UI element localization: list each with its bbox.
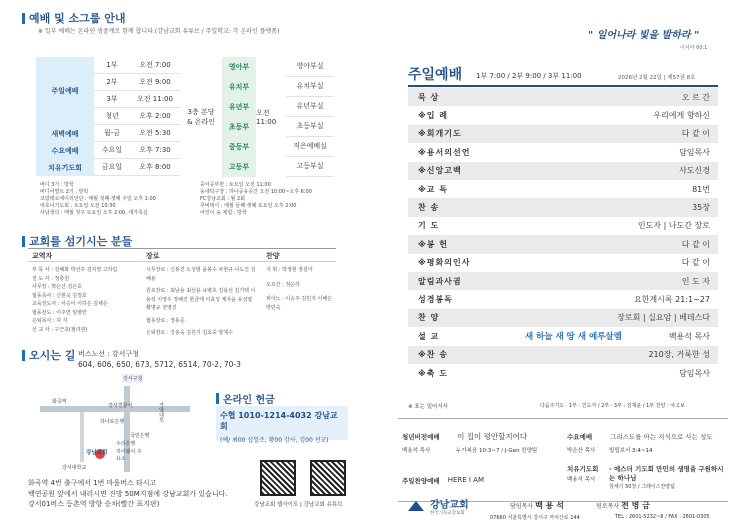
map-label-6: 가양대로 [158, 402, 164, 422]
wed-day: 수요일 [94, 142, 130, 159]
order-item-label: 기 도 [418, 221, 440, 231]
order-item-leader: 210장, 거룩한 성 [648, 350, 710, 360]
sunday-3-time: 오전 11:00 [130, 91, 180, 108]
heal-label: 치유기도회 [36, 159, 94, 176]
order-row [408, 235, 718, 253]
order-row [408, 198, 718, 216]
groups-left: 버디 3기 : 방학 버디어벌트 2기 : 방학 코람데오에이리언단 : 매월 첫째·셋째 주일 오후 1:00 여호나기도회 : 토요일 오전 10:30 사남생의 : 매월 첫주 토요일 오후 2:00, 새가족실 [40, 182, 156, 216]
church-logo-icon [406, 498, 426, 512]
worship-note: ※ 일부 예배는 온라인 생중계로 함께 합니다.(강남교회 유튜브 / 주일학교: 각 온라인 플랫폼) [38, 28, 280, 35]
order-row [408, 254, 718, 272]
dept-middle: 중등부 [222, 137, 256, 157]
servers-header-choir: 찬양 [266, 252, 280, 260]
map-label-0: 강서구청 [123, 376, 143, 382]
directions-section-title: 오시는 길 [22, 347, 75, 363]
sunday-1-label: 1부 [94, 57, 130, 74]
map-label-9: 강서대학교 [62, 465, 87, 471]
order-item-leader: 담임목사 [679, 147, 710, 157]
order-item-label: 찬 양 [418, 313, 440, 323]
order-row [408, 180, 718, 198]
servers-section-title: 교회를 섬기시는 분들 [22, 233, 132, 249]
order-item-label: 성경봉독 [418, 295, 453, 305]
youth-service-title: 청년비전예배 [402, 433, 440, 441]
room-0: 영아부실 [286, 57, 334, 77]
order-item-leader: 요한계시록 21:1~27 [633, 295, 710, 305]
address: 07660 서울특별시 강서구 까치산로 144 [490, 515, 580, 521]
dept-high: 고등부 [222, 157, 256, 177]
wed-label: 수요예배 [36, 142, 94, 159]
order-row [408, 327, 718, 345]
healing-service-pastor: 백용석 목사 [567, 477, 596, 483]
order-item-leader: 우리에게 향하신 [653, 111, 710, 121]
dawn-label: 새벽예배 [36, 125, 94, 142]
room-4: 직은예배실 [286, 137, 334, 157]
order-item-label: ※평화의인사 [418, 258, 471, 268]
order-item-leader: 담임목사 [679, 368, 710, 378]
youth-service-pastor: 백용석 목사 [402, 448, 431, 454]
sunday-2-time: 오전 9:00 [130, 74, 180, 91]
wed-service-title: 수요예배 [567, 433, 593, 441]
order-item-label: 알림과사귐 [418, 276, 462, 286]
dawn-day: 월-금 [94, 125, 130, 142]
dept-time: 오전 11:00 [256, 108, 277, 126]
order-row [408, 162, 718, 180]
order-row [408, 346, 718, 364]
order-item-label: ※신앙고백 [418, 166, 462, 176]
map-label-5: 우리은행 [116, 441, 136, 447]
sunday-youth-label: 청년 [94, 108, 130, 125]
verse: " 일어나라 빛을 발하라 " [588, 30, 700, 41]
elder-line: 원로목사 전 병 금 [596, 501, 650, 510]
sunday-1-time: 오전 7:00 [130, 57, 180, 74]
praise-service [398, 460, 563, 500]
healing-service-scripture: 창세기 50장 / 그레이스찬양팀 [609, 484, 675, 490]
order-item-center: 새 하늘 새 땅 새 예루살렘 [524, 332, 622, 343]
order-note2: 다음주기도 · 1부 : 인도자 / 2부 · 3부 : 김재윤 / 1부 찬양 : 야고보 [540, 403, 685, 409]
order-top-rule [408, 85, 718, 87]
order-item-leader: 다 같 이 [681, 258, 710, 268]
wed-service-pastor: 박은산 목사 [567, 448, 596, 454]
servers-clergy: 부 목 사 : 김혜화 박선주 김지영 고하림 전 도 사 : 정충원 사무장 : 박은산 김은호 협동목사 : 신현욱 김정호 교육전도사 : 서승아 이하은 김채은 협동전도 : 이주연 임병란 은퇴목사 : 허 식 선 교 사 : 구근호(필리핀) [32, 267, 118, 333]
order-item-label: ※봉 헌 [418, 239, 449, 249]
dept-elem: 초등부 [222, 117, 256, 137]
order-row [408, 309, 718, 327]
order-item-leader: 사도신경 [679, 166, 710, 176]
service-title: 주일예배 [408, 67, 463, 83]
order-item-label: ※입 례 [418, 111, 449, 121]
heal-day: 금요일 [94, 159, 130, 176]
website-qr-icon[interactable] [260, 460, 296, 496]
wed-service [563, 420, 728, 458]
sunday-youth-time: 오후 2:00 [130, 108, 180, 125]
order-row [408, 272, 718, 290]
map-label-7: 강남교회 [86, 450, 108, 456]
church-sub: 한국기독교장로회 [430, 511, 465, 516]
order-item-leader: 다 같 이 [681, 129, 710, 139]
online-note: (예/ 최00 십일조, 황00 감사, 김00 선교) [220, 437, 329, 444]
order-item-label: 찬 송 [418, 203, 440, 213]
dept-kinder: 유치부 [222, 77, 256, 97]
wed-service-scripture: 빌립보서 3:4~14 [609, 448, 653, 454]
dept-child: 유년부 [222, 97, 256, 117]
order-row [408, 364, 718, 382]
order-item-label: ※회개기도 [418, 129, 462, 139]
order-item-leader: 81번 [692, 184, 710, 194]
order-item-leader: 다 같 이 [681, 239, 710, 249]
order-item-label: ※교 독 [418, 184, 449, 194]
order-item-leader: 오 르 간 [681, 92, 710, 102]
youth-service-sermon: 이 집이 평안할지어다 [457, 432, 528, 441]
order-row [408, 217, 718, 235]
room-5: 고등부실 [286, 157, 334, 177]
wed-time: 오후 7:30 [130, 142, 180, 159]
order-item-leader: 백용석 목사 [668, 331, 710, 341]
healing-service [563, 460, 728, 500]
servers-header-clergy: 교역자 [32, 252, 53, 260]
verse-ref: 이사야 60:1 [680, 45, 708, 51]
order-item-leader: 장로회 | 십요암 | 베데스다 [617, 313, 710, 323]
map-label-3: 하나로은행 [100, 419, 125, 425]
bus-label: 버스노선 : 강서구청 [78, 350, 139, 358]
worship-section-title: 예배 및 소그룹 안내 [22, 10, 126, 26]
order-item-leader: 35장 [692, 203, 710, 213]
order-row [408, 125, 718, 143]
order-note: ※ 표는 일어서서 [408, 404, 448, 410]
map-label-4: 국민은행 [130, 433, 150, 439]
youth-service [398, 420, 563, 458]
service-date: 2026년 2월 22일 | 제57권 8호 [618, 75, 696, 81]
order-item-leader: 인도자 | 나도간 장로 [637, 221, 710, 231]
directions-text: 화곡역 4번 출구에서 1번 마을버스 타시고 백연공원 앞에서 내리시면 진방 50M지점에 강남교회가 있습니다. 강서01버스 등촌역 방향 승차(빨간 표지판) [28, 479, 228, 508]
dawn-time: 오전 5:30 [130, 125, 180, 142]
online-offering-box [216, 406, 348, 444]
service-times: 1부 7:00 / 2부 9:00 / 3부 11:00 [476, 72, 582, 80]
sunday-2-label: 2부 [94, 74, 130, 91]
heal-time: 오후 8:00 [130, 159, 180, 176]
praise-service-title: 주일찬양예배 [402, 476, 440, 485]
order-item-label: ※축 도 [418, 368, 449, 378]
order-row [408, 106, 718, 124]
order-item-label: 묵 상 [418, 92, 440, 102]
order-item-label: ※용서의선언 [418, 147, 471, 157]
groups-right: 중아공부반 : 토요일 오전 11:00 동네탁구장 : 하나공유공간 오전 10:00~오후 6:00 FC강남교회 : 월 2회 무비데이 : 매월 둘째·셋째 토요일 오후 2:00 어린이 숲 체험 : 방학 [200, 182, 312, 216]
order-row [408, 143, 718, 161]
room-1: 유치부실 [286, 77, 334, 97]
order-item-leader: 인 도 자 [681, 276, 710, 286]
healing-service-sermon: - 에스더 기도회 만민의 생명을 구원하시는 하나님 [609, 465, 724, 482]
tel: TEL : 2601-5232~8 / FAX : 2601-0305 [615, 514, 710, 520]
youth-service-scripture: 누가복음 10:3~7 / J-Gen 찬양팀 [456, 448, 538, 454]
sunday-label: 주일예배 [36, 57, 94, 125]
place-3f: 3층 본당 & 온라인 [187, 107, 215, 126]
room-3: 초등부실 [286, 117, 334, 137]
online-account: 수협 1010-1214-4032 강남교회 [220, 411, 338, 431]
pastor-line: 담임목사 백 용 석 [510, 501, 564, 510]
sunday-3-label: 3부 [94, 91, 130, 108]
healing-service-title: 치유기도회 [567, 465, 599, 473]
map-label-8: 하이웨이 주유소 [116, 449, 142, 462]
bus-routes: 604, 606, 650, 673, 5712, 6514, 70-2, 70-3 [78, 360, 241, 369]
room-2: 유년부실 [286, 97, 334, 117]
servers-choir: 지 휘 : 박정현 장설아 오르간 : 정은하 피아노 : 이승주 김민지 이해은 박민숙 [266, 267, 333, 311]
servers-header-elders: 장로 [146, 252, 160, 260]
qr-caption: 강남교회 웹사이트 | 강남교회 유튜브 [254, 502, 343, 508]
church-name: 강남교회 [430, 500, 469, 511]
praise-service-theme: HERE I AM [447, 476, 485, 484]
servers-elders: 시무장로 : 신봉진 노성범 윤봉수 차현규 나도진 김해용 원로장로 : 최남용 최선용 유병호 김용선 김기택 이용석 이영우 장혜진 한금태 이효성 제자윤 유성엽 황명규 전영진 협동장로 : 정동준 은퇴장로 : 강용욱 김원기 김효중 양재수 [146, 267, 256, 336]
order-row [408, 88, 718, 106]
map-label-2: 강서경찰서 [108, 403, 133, 409]
online-offering-title: 온라인 헌금 [216, 391, 275, 406]
order-item-label: ※찬 송 [418, 350, 449, 360]
youtube-qr-icon[interactable] [310, 460, 346, 496]
servers-header-row [28, 248, 336, 262]
map-label-1: 화곡역 [52, 399, 67, 405]
order-item-label: 설 교 [418, 331, 440, 341]
dept-infant: 영아부 [222, 57, 256, 77]
wed-service-sermon: 그리스도를 아는 지식으로 사는 성도 [610, 433, 713, 441]
order-row [408, 290, 718, 308]
